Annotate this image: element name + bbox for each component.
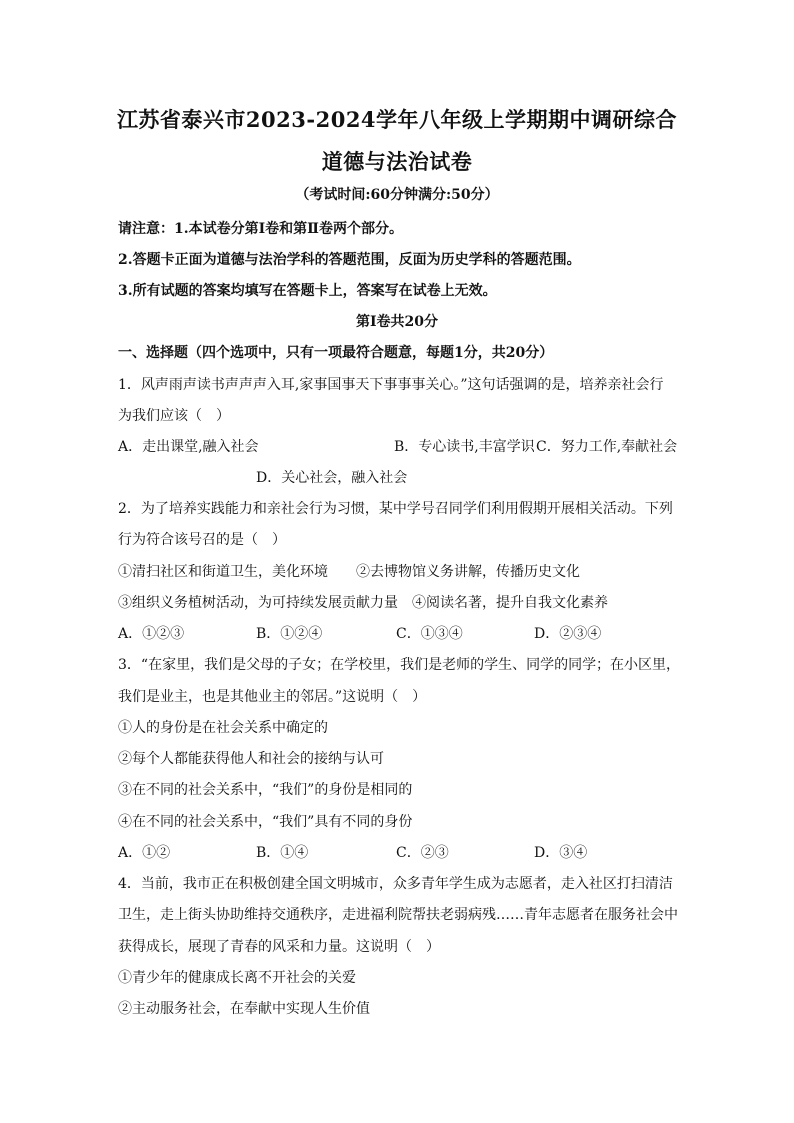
q1-option-c: C．努力工作,奉献社会 xyxy=(536,439,678,455)
q3-option-b: B．①④ xyxy=(256,845,309,861)
q2-items-3-4: ③组织义务植树活动，为可持续发展贡献力量 ④阅读名著，提升自我文化素养 xyxy=(118,595,608,611)
section-title: 第Ⅰ卷共20分 xyxy=(355,314,439,330)
q4-stem-line1: 4．当前，我市正在积极创建全国文明城市，众多青年学生成为志愿者，走入社区打扫清洁 xyxy=(118,876,673,892)
exam-title: 江苏省泰兴市2023-2024学年八年级上学期期中调研综合 xyxy=(116,107,678,132)
q2-stem-line2: 行为符合该号召的是（ ） xyxy=(118,532,286,548)
q3-item-1: ①人的身份是在社会关系中确定的 xyxy=(118,720,328,736)
q3-option-c: C．②③ xyxy=(396,845,449,861)
q2-option-d: D．②③④ xyxy=(534,626,602,642)
q3-option-a: A．①② xyxy=(118,845,171,861)
q1-option-d: D．关心社会，融入社会 xyxy=(256,470,408,486)
q4-item-1: ①青少年的健康成长离不开社会的关爱 xyxy=(118,970,356,986)
note-1: 请注意：1.本试卷分第Ⅰ卷和第Ⅱ卷两个部分。 xyxy=(118,221,403,237)
q2-option-a: A．①②③ xyxy=(118,626,185,642)
q2-stem-line1: 2．为了培养实践能力和亲社会行为习惯，某中学号召同学们利用假期开展相关活动。下列 xyxy=(118,501,673,517)
q4-stem-line2: 卫生，走上街头协助维持交通秩序，走进福利院帮扶老弱病残……青年志愿者在服务社会中 xyxy=(118,907,678,923)
q3-stem-line2: 我们是业主，也是其他业主的邻居。”这说明（ ） xyxy=(118,689,427,705)
part-heading: 一、选择题（四个选项中，只有一项最符合题意，每题1分，共20分） xyxy=(118,345,554,361)
q3-item-2: ②每个人都能获得他人和社会的接纳与认可 xyxy=(118,751,384,767)
q3-item-4: ④在不同的社会关系中，“我们”具有不同的身份 xyxy=(118,814,413,830)
exam-subject-title: 道德与法治试卷 xyxy=(321,149,473,174)
q3-item-3: ③在不同的社会关系中，“我们”的身份是相同的 xyxy=(118,782,413,798)
q3-option-d: D．③④ xyxy=(534,845,588,861)
q1-stem-line1: 1．风声雨声读书声声声入耳,家事国事天下事事事关心。”这句话强调的是，培养亲社会行 xyxy=(118,377,664,393)
q3-stem-line1: 3．“在家里，我们是父母的子女；在学校里，我们是老师的学生、同学的同学；在小区里， xyxy=(118,657,681,673)
note-3: 3.所有试题的答案均填写在答题卡上，答案写在试卷上无效。 xyxy=(118,283,497,299)
q4-item-2: ②主动服务社会，在奉献中实现人生价值 xyxy=(118,1001,370,1017)
q1-stem-line2: 为我们应该（ ） xyxy=(118,408,230,424)
q1-option-b: B．专心读书,丰富学识 xyxy=(394,439,535,455)
q2-items-1-2: ①清扫社区和街道卫生，美化环境 ②去博物馆义务讲解，传播历史文化 xyxy=(118,564,580,580)
q2-option-b: B．①②④ xyxy=(256,626,323,642)
q2-option-c: C．①③④ xyxy=(396,626,463,642)
q4-stem-line3: 获得成长，展现了青春的风采和力量。这说明（ ） xyxy=(118,939,440,955)
note-2: 2.答题卡正面为道德与法治学科的答题范围，反面为历史学科的答题范围。 xyxy=(118,252,581,268)
q1-option-a: A．走出课堂,融入社会 xyxy=(118,439,259,455)
exam-time-info: （考试时间:60分钟满分:50分） xyxy=(295,187,499,203)
